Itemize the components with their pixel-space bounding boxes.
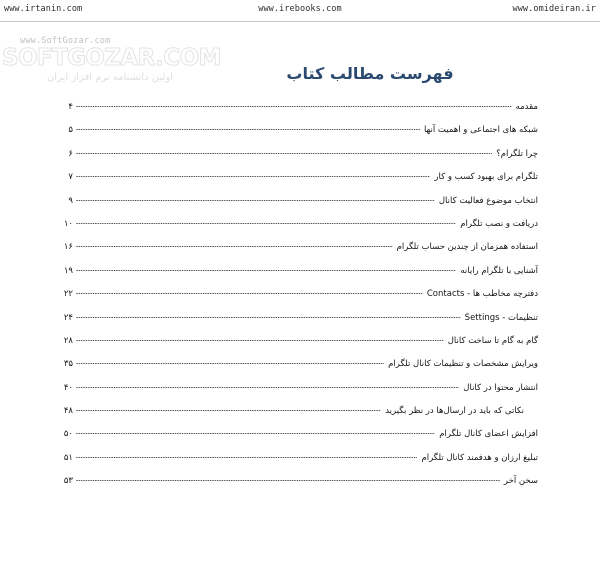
toc-dot-leader: [76, 457, 417, 458]
toc-entry[interactable]: [62, 313, 538, 336]
header-site-right: www.omideiran.ir: [512, 4, 596, 14]
toc-dot-leader: [76, 129, 420, 130]
toc-entry[interactable]: [62, 383, 538, 406]
toc-dot-leader: [76, 410, 381, 411]
toc-entry-page-number: ۵۱: [63, 452, 73, 463]
toc-dot-leader: [76, 433, 435, 434]
toc-entry[interactable]: [62, 196, 538, 219]
toc-entry[interactable]: [62, 266, 538, 289]
toc-entry-label: مقدمه: [515, 102, 538, 112]
toc-entry[interactable]: [62, 125, 538, 148]
toc-entry[interactable]: [62, 476, 538, 499]
toc-entry-page-number: ۵: [68, 125, 73, 136]
toc-entry-page-number: ۲۴: [63, 312, 73, 323]
header-site-left: www.irtanin.com: [4, 4, 83, 14]
table-of-contents: [62, 102, 538, 500]
toc-entry-label: سخن آخر: [503, 476, 538, 487]
toc-entry[interactable]: [62, 453, 538, 476]
softgozar-watermark: [2, 36, 232, 83]
watermark-tagline: اولین دانشنامه نرم افزار ایران: [46, 72, 174, 83]
toc-entry[interactable]: [62, 102, 538, 125]
toc-entry-page-number: ۴: [68, 102, 73, 112]
toc-dot-leader: [76, 317, 461, 318]
header-site-center: www.irebooks.com: [258, 4, 342, 14]
watermark-brand: SOFTGOZAR.COM: [2, 45, 221, 71]
toc-entry[interactable]: [62, 149, 538, 172]
toc-dot-leader: [76, 106, 512, 107]
toc-dot-leader: [76, 387, 459, 388]
toc-entry-page-number: ۹: [68, 195, 73, 206]
toc-entry-page-number: ۴۸: [63, 406, 73, 417]
toc-entry[interactable]: [62, 406, 538, 429]
toc-entry[interactable]: [62, 289, 538, 312]
toc-entry-page-number: ۷: [68, 172, 73, 183]
toc-dot-leader: [76, 176, 430, 177]
toc-dot-leader: [76, 246, 393, 247]
toc-entry-label: گام به گام تا ساخت کانال: [447, 335, 538, 346]
toc-entry-label: نکاتی که باید در ارسال‌ها در نظر بگیرید: [385, 406, 524, 417]
toc-entry-page-number: ۳۵: [63, 359, 73, 370]
toc-entry-page-number: ۱۹: [63, 265, 73, 276]
toc-entry[interactable]: [62, 242, 538, 265]
toc-entry-page-number: ۴۰: [63, 382, 73, 393]
toc-entry-page-number: ۵۳: [63, 476, 73, 487]
toc-entry-label: تبلیغ ارزان و هدفمند کانال تلگرام: [421, 452, 538, 463]
toc-dot-leader: [76, 270, 456, 271]
toc-dot-leader: [76, 363, 384, 364]
toc-entry-label: افزایش اعضای کانال تلگرام: [439, 429, 538, 440]
toc-entry-page-number: ۶: [68, 148, 73, 159]
toc-dot-leader: [76, 480, 500, 481]
toc-entry-label: Contacts - دفترچه مخاطب ها: [426, 289, 538, 300]
toc-entry[interactable]: [62, 219, 538, 242]
header-divider: [0, 21, 600, 22]
toc-entry[interactable]: [62, 336, 538, 359]
page-title: فهرست مطالب کتاب: [286, 64, 454, 83]
toc-entry-label: انتخاب موضوع فعالیت کانال: [438, 195, 538, 206]
toc-entry-label: آشنایی با تلگرام رایانه: [460, 265, 538, 276]
toc-entry-page-number: ۵۰: [63, 429, 73, 440]
toc-entry-label: شبکه های اجتماعی و اهمیت آنها: [423, 125, 538, 136]
toc-entry[interactable]: [62, 429, 538, 452]
toc-entry[interactable]: [62, 359, 538, 382]
toc-entry-label: چرا تلگرام؟: [496, 148, 538, 159]
toc-entry-page-number: ۲۸: [63, 335, 73, 346]
toc-entry[interactable]: [62, 172, 538, 195]
toc-dot-leader: [76, 293, 423, 294]
toc-entry-label: Settings - تنظیمات: [464, 312, 538, 323]
toc-dot-leader: [76, 340, 444, 341]
toc-dot-leader: [76, 200, 435, 201]
toc-entry-label: تلگرام برای بهبود کسب و کار: [434, 172, 538, 183]
toc-entry-label: انتشار محتوا در کانال: [463, 382, 538, 393]
toc-entry-label: ویرایش مشخصات و تنظیمات کانال تلگرام: [388, 359, 538, 370]
toc-entry-page-number: ۲۲: [63, 289, 73, 300]
toc-dot-leader: [76, 153, 492, 154]
toc-entry-label: استفاده همزمان از چندین حساب تلگرام: [396, 242, 538, 253]
toc-entry-page-number: ۱۶: [63, 242, 73, 253]
watermark-url: www.SoftGozar.com: [20, 36, 111, 46]
toc-entry-label: دریافت و نصب تلگرام: [460, 218, 538, 229]
toc-entry-page-number: ۱۰: [63, 218, 73, 229]
toc-dot-leader: [76, 223, 456, 224]
